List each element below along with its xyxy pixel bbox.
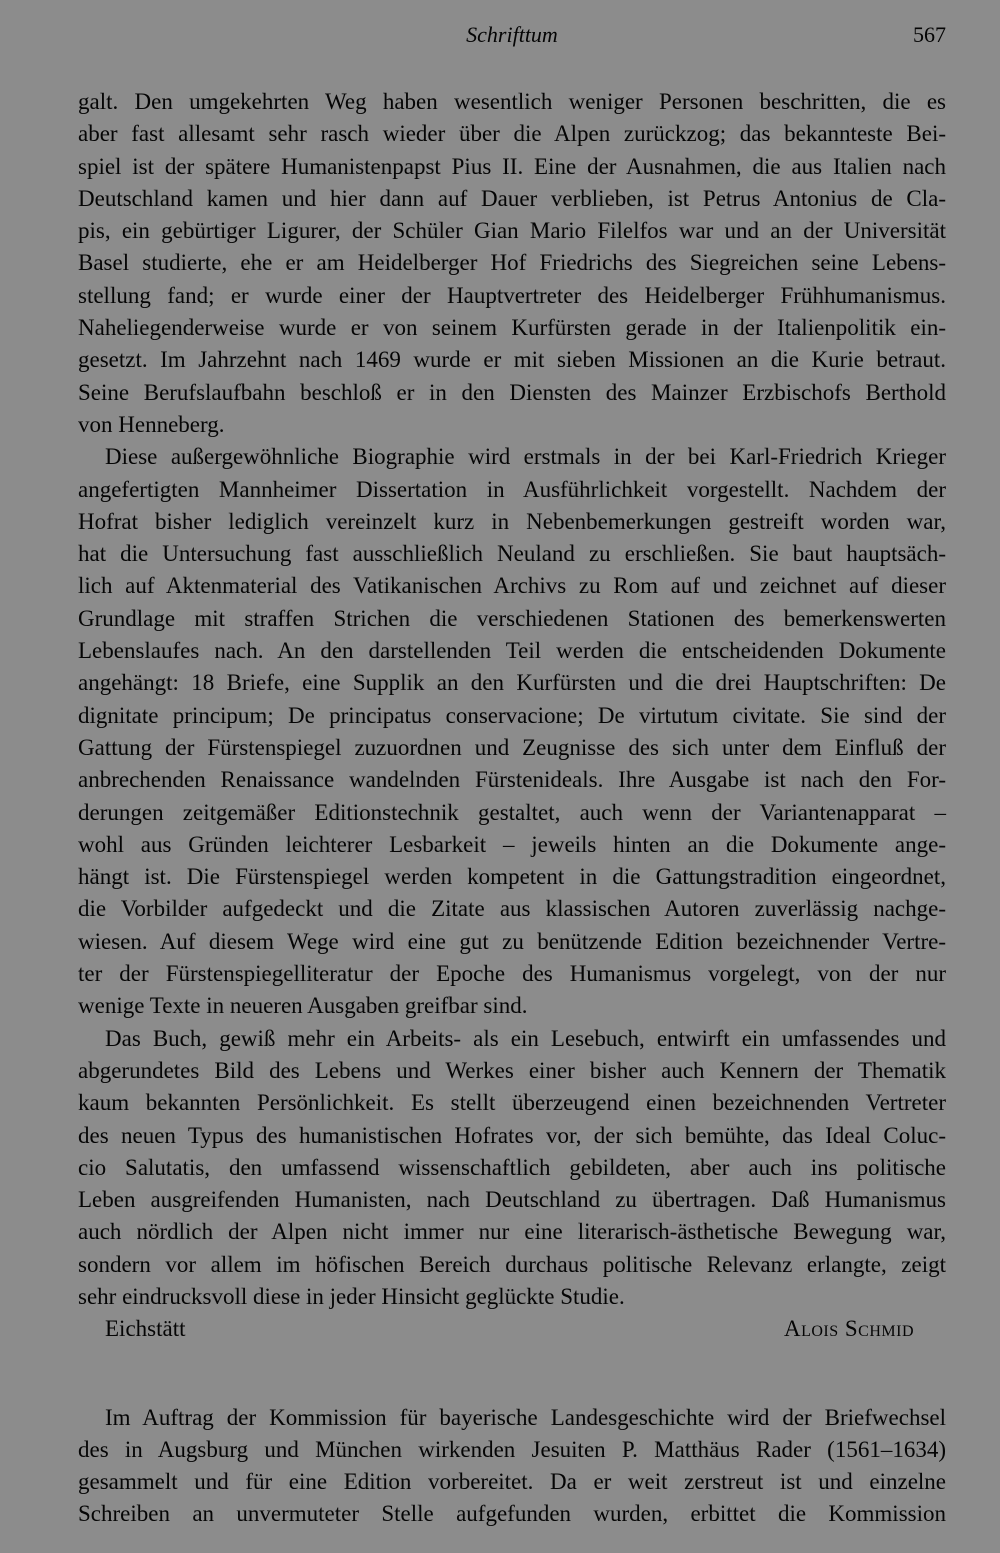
text-line: angefertigten Mannheimer Dissertation in Ausführlichkeit vorgestellt. Nachdem der — [78, 476, 946, 502]
paragraph — [78, 1402, 946, 1531]
text-line: Im Auftrag der Kommission für bayerische Landesgeschichte wird der Briefwechsel — [105, 1404, 946, 1430]
text-line: sondern vor allem im höfischen Bereich durchaus politische Relevanz erlangte, zeigt — [78, 1251, 946, 1277]
text-line: spiel ist der spätere Humanistenpapst Pius II. Eine der Ausnahmen, die aus Italien nach — [78, 153, 946, 179]
text-line: abgerundetes Bild des Lebens und Werkes einer bisher auch Kennern der Thematik — [78, 1057, 946, 1083]
text-line: gesammelt und für eine Edition vorbereitet. Da er weit zerstreut ist und einzelne — [78, 1469, 946, 1495]
text-line: Deutschland kamen und hier dann auf Dauer verblieben, ist Petrus Antonius de Cla- — [78, 185, 946, 211]
text-line: sehr eindrucksvoll diese in jeder Hinsicht geglückte Studie. — [78, 1283, 625, 1309]
signature-place: Eichstätt — [105, 1316, 186, 1342]
text-line: des in Augsburg und München wirkenden Jesuiten P. Matthäus Rader (1561–1634) — [78, 1436, 946, 1462]
signature-author: Alois Schmid — [783, 1316, 914, 1342]
text-line: Basel studierte, ehe er am Heidelberger Hof Friedrichs des Siegreichen seine Lebens- — [78, 250, 946, 276]
text-line: von Henneberg. — [78, 411, 225, 437]
text-line: wiesen. Auf diesem Wege wird eine gut zu benützende Edition bezeichnender Vertre- — [78, 928, 946, 954]
text-line: wenige Texte in neueren Ausgaben greifbar sind. — [78, 993, 528, 1019]
text-line: Diese außergewöhnliche Biographie wird erstmals in der bei Karl-Friedrich Krieger — [105, 444, 946, 470]
text-line: derungen zeitgemäßer Editionstechnik gestaltet, auch wenn der Variantenapparat – — [78, 799, 946, 825]
text-line: Seine Berufslaufbahn beschloß er in den Diensten des Mainzer Erzbischofs Berthold — [78, 379, 946, 405]
text-line: Gattung der Fürstenspiegel zuzuordnen und Zeugnisse des sich unter dem Einfluß der — [78, 734, 946, 760]
notice-text — [78, 1402, 946, 1531]
page-body — [78, 86, 946, 1531]
text-line: stellung fand; er wurde einer der Hauptvertreter des Heidelberger Frühhumanismus. — [78, 282, 946, 308]
text-line: Hofrat bisher lediglich vereinzelt kurz in Nebenbemerkungen gestreift worden war, — [78, 508, 946, 534]
page-number: 567 — [913, 22, 946, 47]
text-line: Grundlage mit straffen Strichen die verschiedenen Stationen des bemerkenswerten — [78, 605, 946, 631]
text-line: hängt ist. Die Fürstenspiegel werden kompetent in die Gattungstradition eingeordnet, — [78, 864, 946, 890]
text-line: Schreiben an unvermuteter Stelle aufgefunden wurden, erbittet die Kommission — [78, 1501, 946, 1527]
text-line: gesetzt. Im Jahrzehnt nach 1469 wurde er mit sieben Missionen an die Kurie betraut. — [78, 347, 946, 373]
text-line: die Vorbilder aufgedeckt und die Zitate aus klassischen Autoren zuverlässig nachge- — [78, 896, 946, 922]
paragraph — [78, 1023, 946, 1314]
text-line: Naheliegenderweise wurde er von seinem Kurfürsten gerade in der Italienpolitik ein- — [78, 315, 946, 341]
text-line: Leben ausgreifenden Humanisten, nach Deutschland zu übertragen. Daß Humanismus — [78, 1187, 946, 1213]
text-line: des neuen Typus des humanistischen Hofrates vor, der sich bemühte, das Ideal Coluc- — [78, 1122, 946, 1148]
text-line: pis, ein gebürtiger Ligurer, der Schüler Gian Mario Filelfos war und an der Universität — [78, 218, 946, 244]
paragraph — [78, 86, 946, 441]
section-gap — [78, 1346, 946, 1402]
text-line: Das Buch, gewiß mehr ein Arbeits- als ein Lesebuch, entwirft ein umfassendes und — [105, 1025, 946, 1051]
text-line: galt. Den umgekehrten Weg haben wesentlich weniger Personen beschritten, die es — [78, 89, 946, 114]
text-line: Lebenslaufes nach. An den darstellenden Teil werden die entscheidenden Dokumente — [78, 638, 946, 664]
text-line: cio Salutatis, den umfassend wissenschaftlich gebildeten, aber auch ins politische — [78, 1154, 946, 1180]
review-signature — [78, 1313, 946, 1345]
text-line: wohl aus Gründen leichterer Lesbarkeit – jeweils hinten an die Dokumente ange- — [78, 831, 946, 857]
text-line: aber fast allesamt sehr rasch wieder über die Alpen zurückzog; das bekannteste Bei- — [78, 121, 946, 147]
text-line: auch nördlich der Alpen nicht immer nur eine literarisch-ästhetische Bewegung war, — [78, 1219, 946, 1245]
running-title: Schrifttum — [466, 22, 558, 47]
text-line: hat die Untersuchung fast ausschließlich Neuland zu erschließen. Sie baut hauptsäch- — [78, 541, 946, 567]
paragraph — [78, 441, 946, 1022]
text-line: anbrechenden Renaissance wandelnden Fürstenideals. Ihre Ausgabe ist nach den For- — [78, 767, 946, 793]
text-line: angehängt: 18 Briefe, eine Supplik an den Kurfürsten und die drei Hauptschriften: De — [78, 670, 946, 696]
text-line: lich auf Aktenmaterial des Vatikanischen Archivs zu Rom auf und zeichnet auf dieser — [78, 573, 946, 599]
page-header — [78, 22, 946, 52]
text-line: ter der Fürstenspiegelliteratur der Epoche des Humanismus vorgelegt, von der nur — [78, 961, 946, 987]
review-text — [78, 86, 946, 1313]
text-line: dignitate principum; De principatus conservacione; De virtutum civitate. Sie sind der — [78, 702, 946, 728]
text-line: kaum bekannten Persönlichkeit. Es stellt überzeugend einen bezeichnenden Vertreter — [78, 1090, 946, 1116]
